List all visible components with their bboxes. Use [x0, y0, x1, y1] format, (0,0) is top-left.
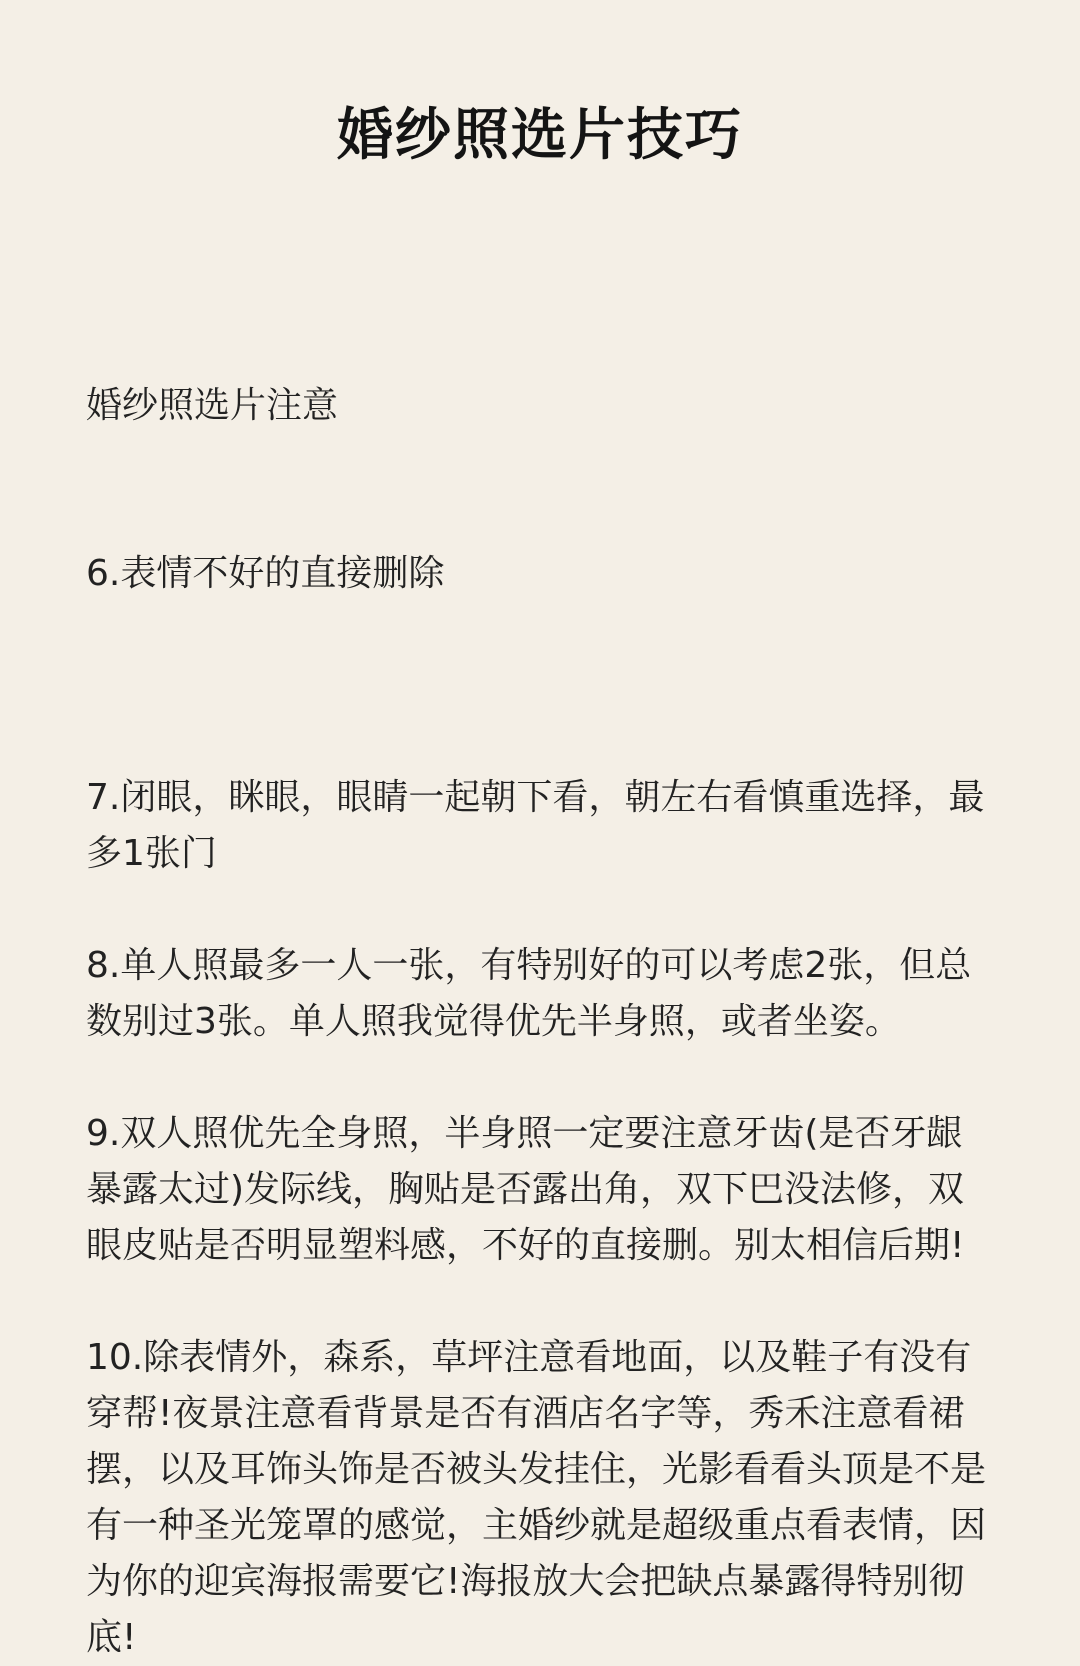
tip-item-7: 7.闭眼，眯眼，眼睛一起朝下看，朝左右看慎重选择，最多1张门 — [86, 777, 985, 874]
tip-item-9: 9.双人照优先全身照，半身照一定要注意牙齿(是否牙龈暴露太过)发际线，胸贴是否露出角，双下巴没法修，双眼皮贴是否明显塑料感，不好的直接删。别太相信后期! — [86, 1113, 965, 1266]
intro-paragraph — [86, 266, 994, 714]
article-body — [86, 266, 994, 1666]
tip-item-8: 8.单人照最多一人一张，有特别好的可以考虑2张，但总数别过3张。单人照我觉得优先半身照，或者坐姿。 — [86, 945, 972, 1042]
page-title: 婚纱照选片技巧 — [337, 103, 743, 168]
tip-item-10: 10.除表情外，森系，草坪注意看地面，以及鞋子有没有穿帮!夜景注意看背景是否有酒店名字等，秀禾注意看裙摆，以及耳饰头饰是否被头发挂住，光影看看头顶是不是有一种圣光笼罩的感觉，主婚纱就是超级重点看表情，因为你的迎宾海报需要它!海报放大会把缺点暴露得特别彻底! — [86, 1337, 987, 1658]
tip-item-6: 6.表情不好的直接删除 — [86, 553, 445, 594]
intro-heading: 婚纱照选片注意 — [86, 385, 339, 426]
